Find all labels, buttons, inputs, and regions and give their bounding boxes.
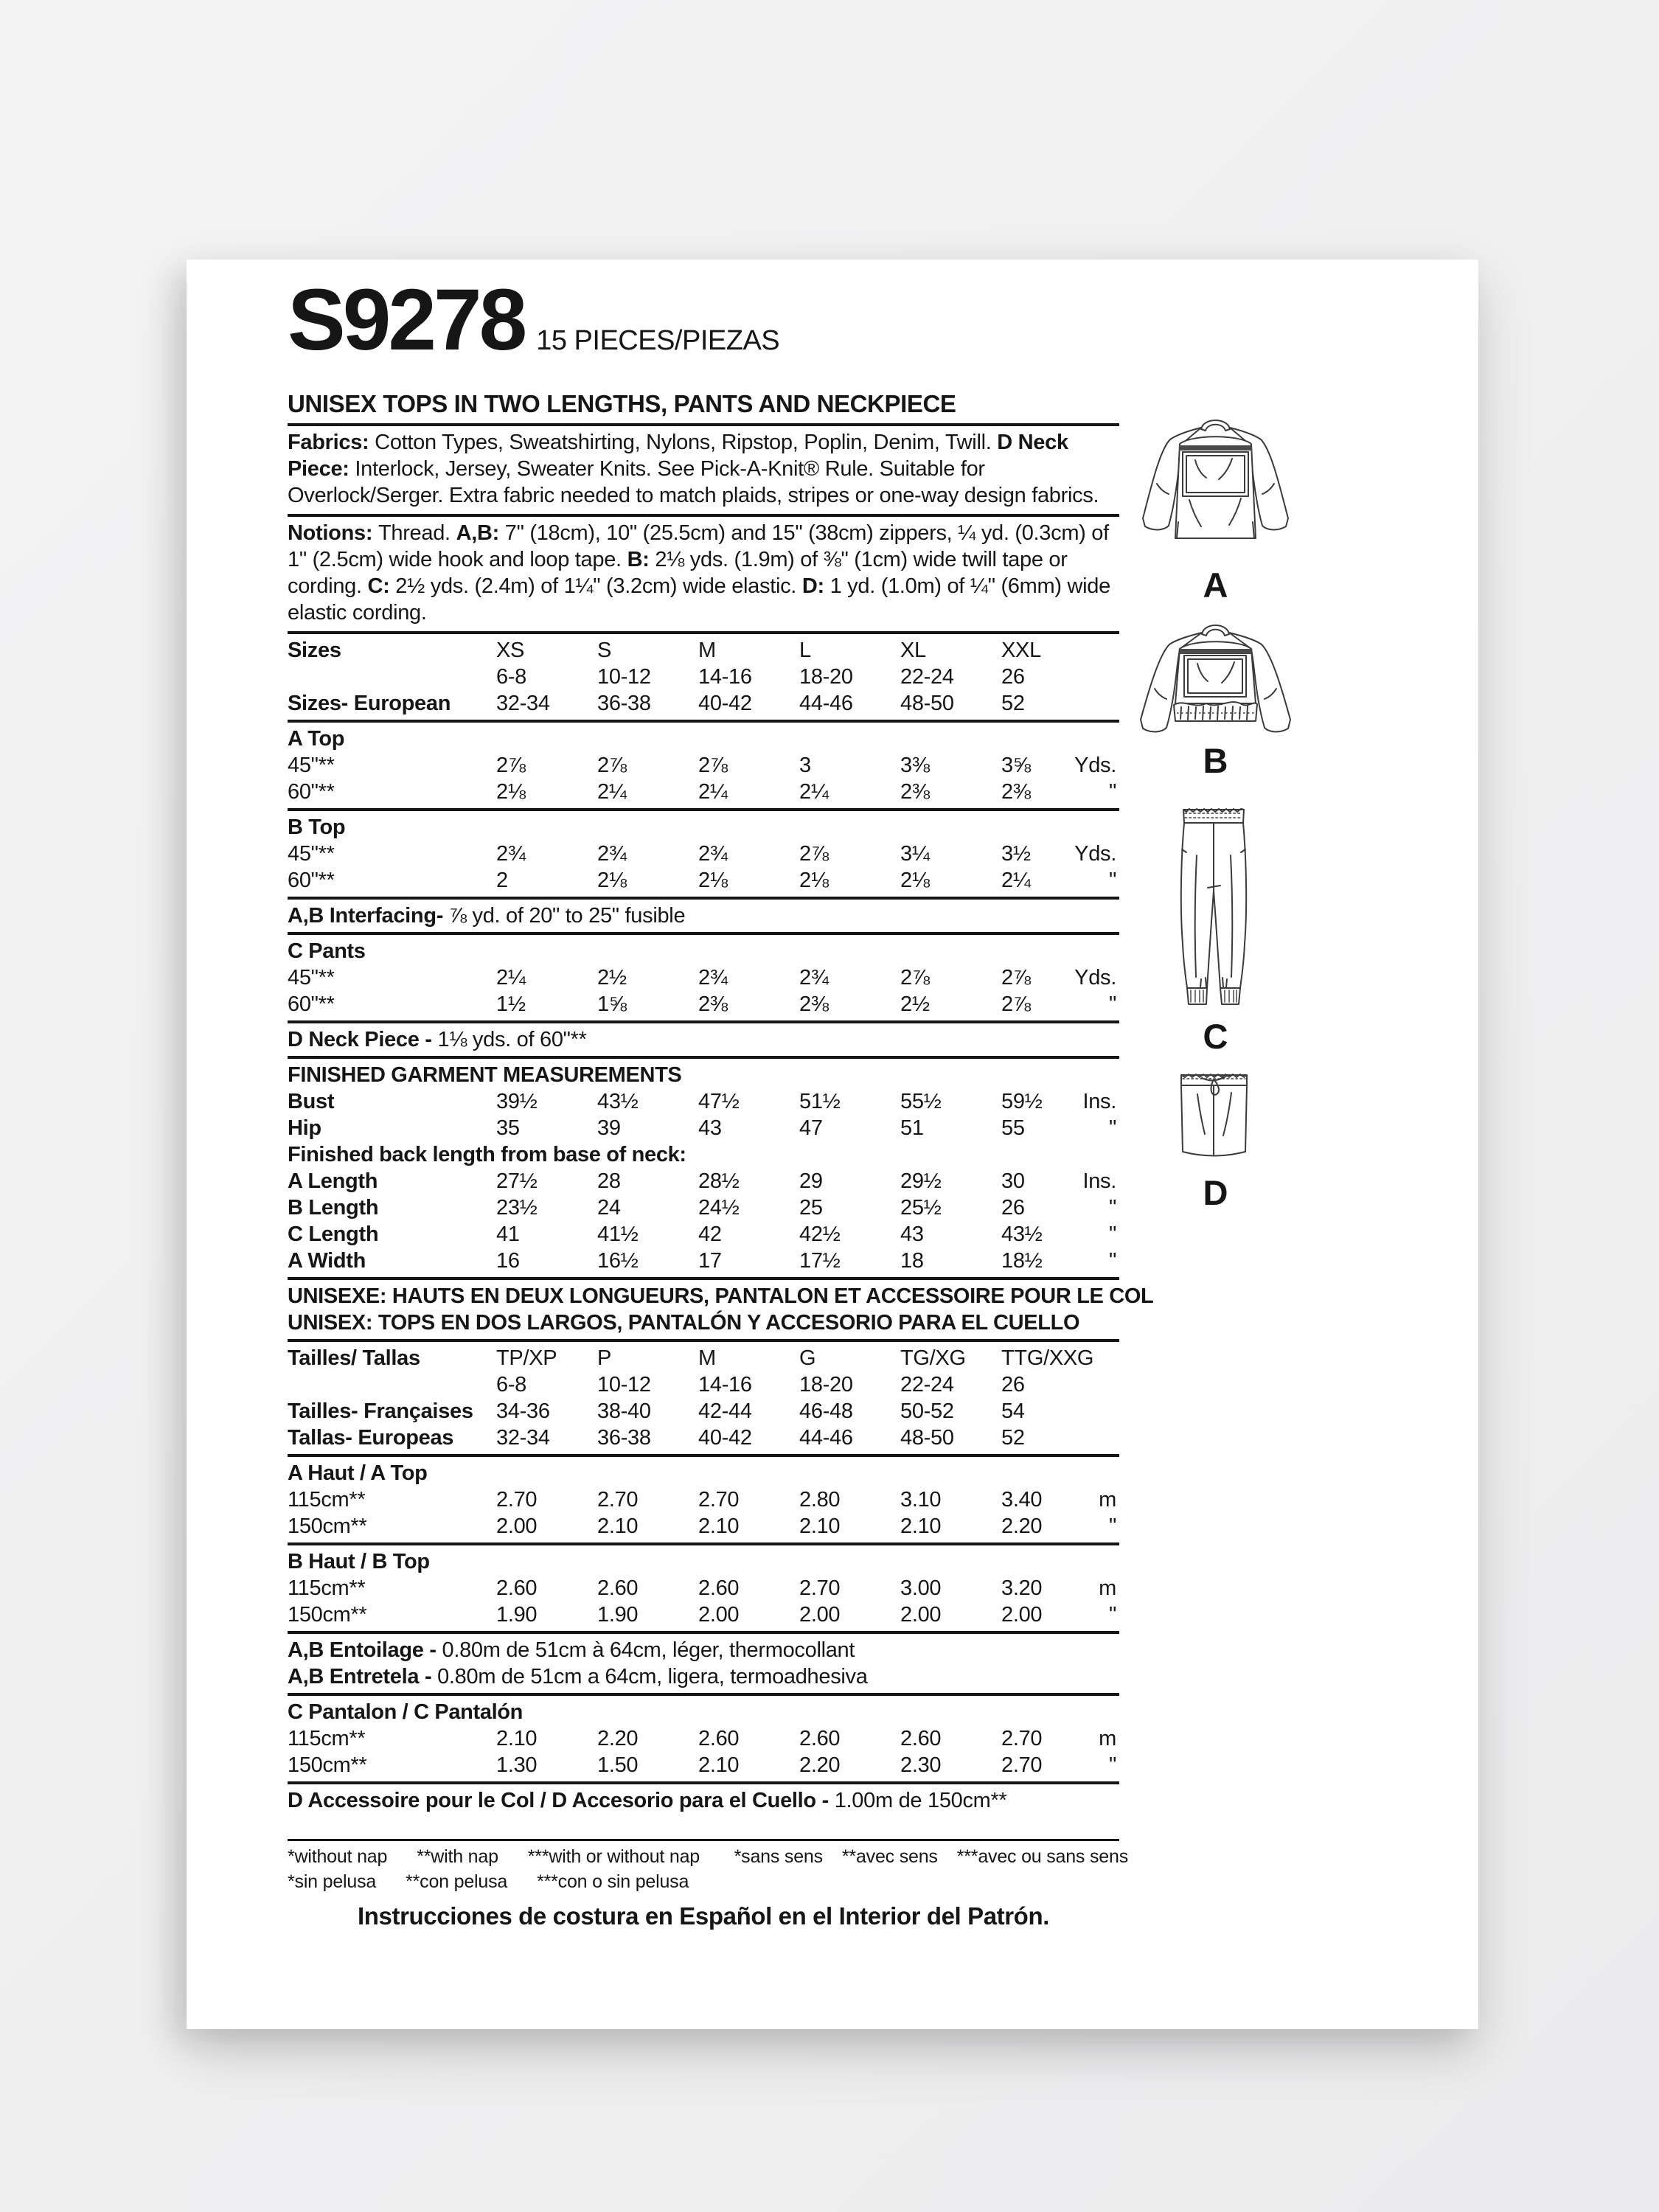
row-cell: 2.00 (799, 1602, 841, 1627)
garment-b-sketch (1133, 616, 1298, 734)
row-label: 45"** (288, 753, 335, 777)
table-row (288, 1601, 1119, 1628)
row-cell: 2.70 (496, 1487, 538, 1512)
row-unit: " (1109, 1753, 1116, 1777)
row-cell: 34-36 (496, 1399, 550, 1423)
row-cell: 47½ (698, 1089, 740, 1113)
row-label: Hip (288, 1116, 321, 1140)
divider-rule (288, 1781, 1119, 1784)
table-row (288, 1194, 1119, 1221)
row-cell: 2⅛ (900, 868, 930, 892)
garment-a-sketch (1136, 410, 1295, 550)
garment-b-label: B (1203, 741, 1228, 780)
table-row (288, 1168, 1119, 1194)
table-row (288, 1575, 1119, 1601)
row-cell: P (597, 1346, 612, 1370)
row-cell: 2.00 (1001, 1602, 1043, 1627)
row-cell: 10-12 (597, 664, 651, 689)
row-cell: 2¼ (597, 779, 627, 804)
row-cell: XS (496, 638, 525, 662)
row-cell: 2⅞ (597, 753, 627, 777)
row-cell: 2⅜ (1001, 779, 1031, 804)
table-row (288, 841, 1119, 867)
section-heading: B Haut / B Top (288, 1549, 430, 1573)
row-cell: 2¼ (1001, 868, 1031, 892)
row-cell: 29 (799, 1169, 823, 1193)
row-cell: 43½ (1001, 1222, 1043, 1246)
table-row (288, 1513, 1119, 1540)
table-note: A,B Interfacing- ⅞ yd. of 20" to 25" fusible (288, 903, 686, 928)
row-cell: 6-8 (496, 1372, 527, 1397)
section-heading: A Top (288, 726, 345, 751)
row-cell: 2 (496, 868, 508, 892)
row-cell: 43 (900, 1222, 924, 1246)
row-cell: 2.70 (698, 1487, 740, 1512)
row-unit: " (1109, 1222, 1116, 1246)
row-cell: 14-16 (698, 664, 752, 689)
section-heading: C Pants (288, 939, 366, 963)
row-cell: 3.40 (1001, 1487, 1043, 1512)
divider-rule (288, 720, 1119, 723)
row-cell: 2.10 (698, 1753, 740, 1777)
row-cell: 18-20 (799, 664, 853, 689)
row-cell: 2½ (900, 992, 930, 1016)
row-cell: M (698, 638, 716, 662)
row-cell: 41½ (597, 1222, 639, 1246)
row-cell: 42-44 (698, 1399, 752, 1423)
row-cell: TP/XP (496, 1346, 557, 1370)
table-note: A,B Entoilage - 0.80m de 51cm à 64cm, léger, thermocollant (288, 1638, 855, 1662)
garment-d-sketch (1175, 1069, 1253, 1165)
row-cell: 24 (597, 1195, 621, 1220)
row-cell: 2.60 (698, 1726, 740, 1750)
row-cell: 2.10 (900, 1514, 942, 1538)
section-heading: B Top (288, 815, 346, 839)
divider-rule (288, 1631, 1119, 1634)
row-unit: " (1109, 1195, 1116, 1220)
row-cell: 3.20 (1001, 1576, 1043, 1600)
row-unit: " (1109, 992, 1116, 1016)
row-unit: " (1109, 1514, 1116, 1538)
row-cell: 47 (799, 1116, 823, 1140)
row-cell: 40-42 (698, 1425, 752, 1450)
row-cell: 2⅛ (698, 868, 728, 892)
size-table (288, 631, 1154, 1814)
row-cell: 2.20 (1001, 1514, 1043, 1538)
row-label (288, 664, 496, 690)
row-label: 150cm** (288, 1602, 367, 1627)
row-cell: 46-48 (799, 1399, 853, 1423)
divider-rule (288, 897, 1119, 900)
row-cell: 27½ (496, 1169, 538, 1193)
page-title: UNISEX TOPS IN TWO LENGTHS, PANTS AND NECKPIECE (288, 390, 956, 417)
footnote-fr-3: ***avec ou sans sens (956, 1846, 1128, 1867)
row-cell: 2¾ (597, 841, 627, 866)
row-cell: M (698, 1346, 716, 1370)
row-cell: 54 (1001, 1399, 1025, 1423)
footnote-french (734, 1846, 1128, 1868)
row-cell: 26 (1001, 1372, 1025, 1397)
table-note: D Neck Piece - 1⅛ yds. of 60"** (288, 1027, 587, 1051)
row-cell: TG/XG (900, 1346, 966, 1370)
row-cell: 51 (900, 1116, 924, 1140)
row-cell: 3½ (1001, 841, 1031, 866)
row-cell: 2⅜ (698, 992, 728, 1016)
table-row (288, 664, 1119, 690)
section-heading: FINISHED GARMENT MEASUREMENTS (288, 1062, 682, 1087)
table-row (288, 1725, 1119, 1752)
row-label: A Width (288, 1248, 366, 1273)
footnote-fr-2: **avec sens (841, 1846, 938, 1867)
row-cell: 18½ (1001, 1248, 1043, 1273)
row-cell: 23½ (496, 1195, 538, 1220)
row-cell: TTG/XXG (1001, 1346, 1094, 1370)
row-cell: 44-46 (799, 691, 853, 715)
garment-d-label: D (1203, 1173, 1228, 1212)
garment-c-label: C (1203, 1017, 1228, 1056)
footnote-en-2: **with nap (417, 1846, 498, 1867)
divider-rule (288, 1056, 1119, 1059)
row-cell: 52 (1001, 691, 1025, 715)
row-label: 45"** (288, 965, 335, 990)
row-cell: 36-38 (597, 691, 651, 715)
row-label: 60"** (288, 868, 335, 892)
table-row (288, 779, 1119, 805)
row-cell: 25 (799, 1195, 823, 1220)
row-cell: 2.60 (496, 1576, 538, 1600)
row-cell: 2.20 (799, 1753, 841, 1777)
footnote-divider-rule (288, 1839, 1119, 1841)
row-label: C Length (288, 1222, 379, 1246)
row-cell: 59½ (1001, 1089, 1043, 1113)
divider-rule (288, 1543, 1119, 1545)
row-cell: 22-24 (900, 664, 954, 689)
row-unit: Yds. (1074, 965, 1116, 990)
header (288, 271, 780, 369)
row-cell: 2.10 (597, 1514, 639, 1538)
footnote-english (288, 1846, 700, 1868)
section-heading: UNISEXE: HAUTS EN DEUX LONGUEURS, PANTALON ET ACCESSOIRE POUR LE COL (288, 1284, 1154, 1308)
row-cell: 3¼ (900, 841, 930, 866)
row-cell: 48-50 (900, 1425, 954, 1450)
row-label: 60"** (288, 779, 335, 804)
row-label: Sizes- European (288, 691, 451, 715)
row-label: Sizes (288, 638, 341, 662)
row-cell: 55½ (900, 1089, 942, 1113)
pants-c-line-art (1173, 804, 1254, 1010)
row-cell: 40-42 (698, 691, 752, 715)
row-cell: 44-46 (799, 1425, 853, 1450)
row-label: Tallas- Europeas (288, 1425, 454, 1450)
table-row (288, 1752, 1119, 1778)
pattern-envelope-back (187, 260, 1478, 2029)
row-cell: 17 (698, 1248, 722, 1273)
row-cell: 2.60 (900, 1726, 942, 1750)
footnote-line-1 (288, 1846, 1128, 1868)
row-label: 150cm** (288, 1514, 367, 1538)
row-cell: 2.10 (799, 1514, 841, 1538)
row-label (288, 1371, 496, 1398)
row-cell: 35 (496, 1116, 520, 1140)
row-cell: 28½ (698, 1169, 740, 1193)
footnote-es-2: **con pelusa (406, 1871, 508, 1892)
row-cell: 16 (496, 1248, 520, 1273)
row-cell: 3 (799, 753, 811, 777)
row-cell: 2.00 (496, 1514, 538, 1538)
row-cell: 1.30 (496, 1753, 538, 1777)
row-cell: 39½ (496, 1089, 538, 1113)
row-cell: 28 (597, 1169, 621, 1193)
divider-rule (288, 1020, 1119, 1023)
row-label: 115cm** (288, 1726, 366, 1750)
row-unit: " (1109, 1602, 1116, 1627)
row-cell: 2.00 (698, 1602, 740, 1627)
row-cell: 2¾ (799, 965, 829, 990)
row-cell: 2.70 (799, 1576, 841, 1600)
table-row (288, 1398, 1119, 1425)
section-heading: UNISEX: TOPS EN DOS LARGOS, PANTALÓN Y ACCESORIO PARA EL CUELLO (288, 1310, 1080, 1335)
table-row (288, 1088, 1119, 1115)
footnote-spanish (288, 1871, 689, 1893)
row-cell: 14-16 (698, 1372, 752, 1397)
row-unit: Ins. (1082, 1089, 1116, 1113)
table-row (288, 1221, 1119, 1248)
row-cell: L (799, 638, 811, 662)
row-label: A Length (288, 1169, 378, 1193)
row-unit: Yds. (1074, 841, 1116, 866)
row-cell: 29½ (900, 1169, 942, 1193)
row-cell: 2¼ (698, 779, 728, 804)
top-b-line-art (1133, 616, 1298, 734)
row-label: Tailles- Françaises (288, 1399, 473, 1423)
fabrics-paragraph: Fabrics: Cotton Types, Sweatshirting, Nylons, Ripstop, Poplin, Denim, Twill. D Neck Piece: Interlock, Jersey, Sweater Knits. See Pick-A-Knit® Rule. Suitable for Overlock/Serger. Extra fabric needed to match plaids, stripes or one-way design fabrics. (288, 430, 1099, 507)
row-cell: 1.50 (597, 1753, 639, 1777)
row-cell: S (597, 638, 612, 662)
divider-rule (288, 514, 1119, 517)
row-cell: 1.90 (496, 1602, 538, 1627)
row-cell: G (799, 1346, 816, 1370)
row-cell: 2.70 (1001, 1753, 1043, 1777)
divider-rule (288, 423, 1119, 426)
row-cell: 10-12 (597, 1372, 651, 1397)
row-cell: 2¾ (698, 965, 728, 990)
row-cell: 42 (698, 1222, 722, 1246)
row-cell: 22-24 (900, 1372, 954, 1397)
row-unit: m (1099, 1726, 1116, 1750)
section-heading: A Haut / A Top (288, 1461, 428, 1485)
row-cell: 2¾ (496, 841, 526, 866)
table-row (288, 690, 1119, 717)
row-cell: 38-40 (597, 1399, 651, 1423)
row-label: 115cm** (288, 1576, 366, 1600)
row-label: 115cm** (288, 1487, 366, 1512)
row-cell: 16½ (597, 1248, 639, 1273)
row-cell: 1.90 (597, 1602, 639, 1627)
row-cell: 18 (900, 1248, 924, 1273)
row-unit: Yds. (1074, 753, 1116, 777)
row-cell: 43 (698, 1116, 722, 1140)
row-cell: 2⅞ (1001, 992, 1031, 1016)
row-cell: 3⅝ (1001, 753, 1031, 777)
row-cell: 3⅜ (900, 753, 930, 777)
row-cell: 24½ (698, 1195, 740, 1220)
row-unit: m (1099, 1487, 1116, 1512)
row-unit: " (1109, 1248, 1116, 1273)
top-a-line-art (1136, 410, 1295, 550)
row-cell: XL (900, 638, 926, 662)
table-row (288, 1248, 1119, 1274)
row-cell: 2.10 (698, 1514, 740, 1538)
row-cell: 2.20 (597, 1726, 639, 1750)
row-cell: 2.00 (900, 1602, 942, 1627)
row-cell: 6-8 (496, 664, 527, 689)
row-cell: 2⅞ (698, 753, 728, 777)
row-label: 150cm** (288, 1753, 367, 1777)
row-cell: 2¾ (698, 841, 728, 866)
row-cell: 2½ (597, 965, 627, 990)
table-row (288, 1345, 1119, 1371)
row-cell: 42½ (799, 1222, 841, 1246)
row-cell: 32-34 (496, 691, 550, 715)
row-cell: 2.70 (597, 1487, 639, 1512)
row-cell: 2⅞ (1001, 965, 1031, 990)
row-cell: 2.60 (597, 1576, 639, 1600)
row-cell: 2⅛ (799, 868, 829, 892)
divider-rule (288, 1277, 1119, 1280)
row-cell: 2⅛ (496, 779, 526, 804)
spanish-instructions-note: Instrucciones de costura en Español en el Interior del Patrón. (358, 1902, 1049, 1930)
row-cell: 30 (1001, 1169, 1025, 1193)
row-cell: 17½ (799, 1248, 841, 1273)
row-cell: 2.60 (799, 1726, 841, 1750)
row-cell: 39 (597, 1116, 621, 1140)
row-cell: 50-52 (900, 1399, 954, 1423)
row-cell: 2.80 (799, 1487, 841, 1512)
footnote-en-3: ***with or without nap (527, 1846, 700, 1867)
table-row (288, 1425, 1119, 1451)
footnote-es-1: *sin pelusa (288, 1871, 377, 1892)
row-cell: 18-20 (799, 1372, 853, 1397)
table-note: A,B Entretela - 0.80m de 51cm a 64cm, ligera, termoadhesiva (288, 1664, 868, 1688)
row-cell: 2⅞ (900, 965, 930, 990)
footnote-es-3: ***con o sin pelusa (537, 1871, 689, 1892)
divider-rule (288, 631, 1119, 634)
row-cell: 2⅞ (496, 753, 526, 777)
row-cell: 2⅜ (900, 779, 930, 804)
row-cell: XXL (1001, 638, 1041, 662)
row-cell: 25½ (900, 1195, 942, 1220)
section-heading: C Pantalon / C Pantalón (288, 1700, 524, 1724)
row-unit: m (1099, 1576, 1116, 1600)
row-cell: 2⅛ (597, 868, 627, 892)
pieces-count: 15 PIECES/PIEZAS (536, 325, 780, 356)
row-label: Bust (288, 1089, 335, 1113)
divider-rule (288, 808, 1119, 811)
garment-c-sketch (1173, 804, 1254, 1010)
neckpiece-d-line-art (1175, 1069, 1253, 1165)
row-cell: 2¼ (496, 965, 526, 990)
row-cell: 2.60 (698, 1576, 740, 1600)
row-cell: 41 (496, 1222, 520, 1246)
footnote-en-1: *without nap (288, 1846, 388, 1867)
garment-a-label: A (1203, 566, 1228, 605)
table-row (288, 1371, 1119, 1398)
row-cell: 36-38 (597, 1425, 651, 1450)
row-cell: 51½ (799, 1089, 841, 1113)
row-cell: 32-34 (496, 1425, 550, 1450)
table-row (288, 637, 1119, 664)
row-unit: " (1109, 1116, 1116, 1140)
row-unit: " (1109, 868, 1116, 892)
table-row (288, 991, 1119, 1018)
row-unit: Ins. (1082, 1169, 1116, 1193)
divider-rule (288, 1454, 1119, 1457)
divider-rule (288, 1339, 1119, 1342)
row-cell: 55 (1001, 1116, 1025, 1140)
row-cell: 26 (1001, 664, 1025, 689)
row-cell: 2.10 (496, 1726, 538, 1750)
row-cell: 1½ (496, 992, 526, 1016)
row-cell: 48-50 (900, 691, 954, 715)
row-label: 45"** (288, 841, 335, 866)
table-row (288, 964, 1119, 991)
row-cell: 3.00 (900, 1576, 942, 1600)
table-note: D Accessoire pour le Col / D Accesorio para el Cuello - 1.00m de 150cm** (288, 1788, 1007, 1812)
row-label: Tailles/ Tallas (288, 1346, 420, 1370)
row-cell: 52 (1001, 1425, 1025, 1450)
row-unit: " (1109, 779, 1116, 804)
table-row (288, 1115, 1119, 1141)
row-cell: 43½ (597, 1089, 639, 1113)
main-content (288, 389, 1154, 1814)
section-heading: Finished back length from base of neck: (288, 1142, 686, 1166)
row-cell: 2⅜ (799, 992, 829, 1016)
table-row (288, 752, 1119, 779)
footnote-fr-1: *sans sens (734, 1846, 823, 1867)
row-label: 60"** (288, 992, 335, 1016)
pattern-number: S9278 (288, 271, 525, 369)
table-row (288, 1486, 1119, 1513)
divider-rule (288, 1693, 1119, 1696)
row-cell: 1⅝ (597, 992, 627, 1016)
row-cell: 26 (1001, 1195, 1025, 1220)
row-cell: 2.70 (1001, 1726, 1043, 1750)
row-cell: 2⅞ (799, 841, 829, 866)
divider-rule (288, 932, 1119, 935)
notions-paragraph: Notions: Thread. A,B: 7" (18cm), 10" (25.5cm) and 15" (38cm) zippers, ¼ yd. (0.3cm) of 1" (2.5cm) wide hook and loop tape. B: 2⅛ yds. (1.9m) of ⅜" (1cm) wide twill tape or cording. C: 2½ yds. (2.4m) of 1¼" (3.2cm) wide elastic. D: 1 yd. (1.0m) of ¼" (6mm) wide elastic cording. (288, 521, 1110, 625)
row-label: B Length (288, 1195, 379, 1220)
row-cell: 2.30 (900, 1753, 942, 1777)
table-row (288, 867, 1119, 894)
row-cell: 3.10 (900, 1487, 942, 1512)
row-cell: 2¼ (799, 779, 829, 804)
